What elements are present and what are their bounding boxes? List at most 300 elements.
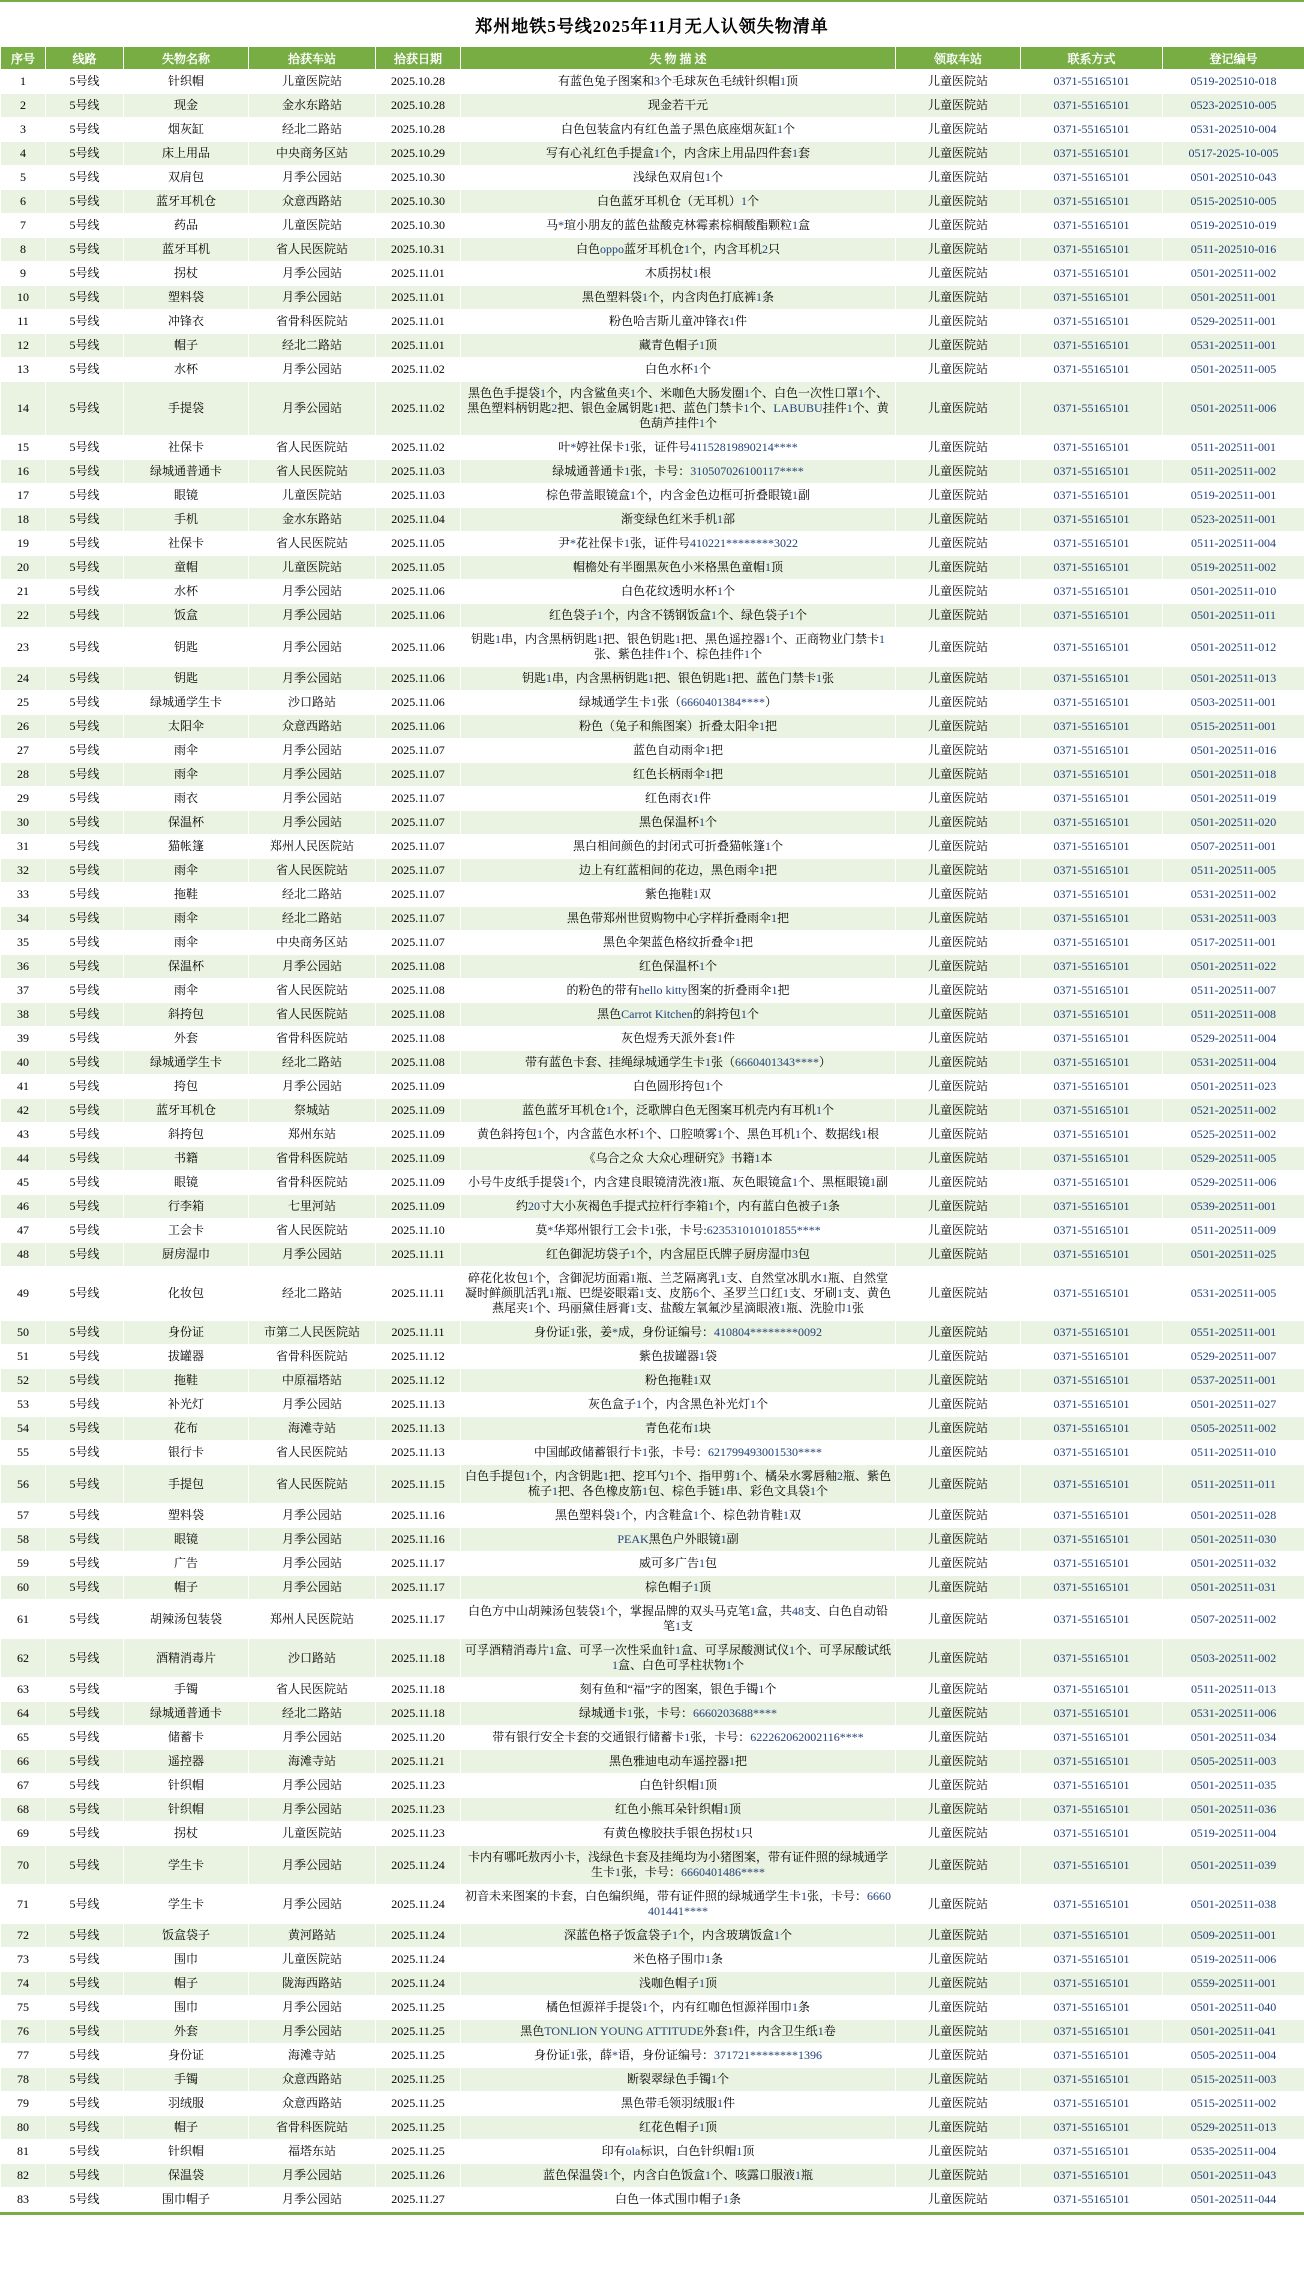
cell-phone: 0371-55165101 — [1021, 508, 1163, 532]
table-row — [1, 190, 1304, 214]
cell-reg: 0501-202511-016 — [1163, 739, 1304, 763]
cell-reg: 0503-202511-001 — [1163, 691, 1304, 715]
cell-reg: 0501-202511-002 — [1163, 262, 1304, 286]
cell-reg: 0515-202510-005 — [1163, 190, 1304, 214]
cell-reg: 0523-202511-001 — [1163, 508, 1304, 532]
table-row — [1, 2092, 1304, 2116]
cell-station: 月季公园站 — [249, 1393, 376, 1417]
cell-date: 2025.11.20 — [376, 1726, 461, 1750]
cell-phone: 0371-55165101 — [1021, 1123, 1163, 1147]
cell-no: 64 — [1, 1702, 46, 1726]
cell-station: 儿童医院站 — [249, 484, 376, 508]
cell-reg: 0501-202511-022 — [1163, 955, 1304, 979]
table-row — [1, 1639, 1304, 1678]
table-row — [1, 763, 1304, 787]
cell-line: 5号线 — [46, 715, 124, 739]
cell-desc: 叶*婷社保卡1张，证件号41152819890214**** — [461, 436, 896, 460]
cell-line: 5号线 — [46, 1798, 124, 1822]
cell-no: 47 — [1, 1219, 46, 1243]
cell-date: 2025.11.11 — [376, 1321, 461, 1345]
cell-name: 广告 — [124, 1552, 249, 1576]
table-body — [1, 70, 1304, 2212]
cell-station: 月季公园站 — [249, 1846, 376, 1885]
cell-line: 5号线 — [46, 1822, 124, 1846]
cell-desc: 粉色拖鞋1双 — [461, 1369, 896, 1393]
cell-station: 经北二路站 — [249, 1051, 376, 1075]
cell-no: 75 — [1, 1996, 46, 2020]
cell-pickup: 儿童医院站 — [896, 604, 1021, 628]
cell-reg: 0501-202511-012 — [1163, 628, 1304, 667]
cell-line: 5号线 — [46, 166, 124, 190]
cell-line: 5号线 — [46, 436, 124, 460]
cell-line: 5号线 — [46, 484, 124, 508]
cell-date: 2025.11.06 — [376, 580, 461, 604]
cell-no: 37 — [1, 979, 46, 1003]
cell-desc: 红色小熊耳朵针织帽1顶 — [461, 1798, 896, 1822]
cell-line: 5号线 — [46, 1099, 124, 1123]
cell-phone: 0371-55165101 — [1021, 190, 1163, 214]
cell-desc: 马*瑄小朋友的蓝色盐酸克林霉素棕榈酸酯颗粒1盒 — [461, 214, 896, 238]
cell-reg: 0505-202511-003 — [1163, 1750, 1304, 1774]
cell-name: 现金 — [124, 94, 249, 118]
cell-station: 省骨科医院站 — [249, 1345, 376, 1369]
cell-station: 省骨科医院站 — [249, 1147, 376, 1171]
cell-name: 绿城通普通卡 — [124, 1702, 249, 1726]
cell-station: 省人民医院站 — [249, 1219, 376, 1243]
cell-phone: 0371-55165101 — [1021, 763, 1163, 787]
cell-no: 24 — [1, 667, 46, 691]
cell-name: 羽绒服 — [124, 2092, 249, 2116]
table-row — [1, 1576, 1304, 1600]
cell-station: 郑州人民医院站 — [249, 1600, 376, 1639]
cell-station: 省骨科医院站 — [249, 310, 376, 334]
cell-name: 雨衣 — [124, 787, 249, 811]
cell-desc: 有蓝色兔子图案和3个毛球灰色毛绒针织帽1顶 — [461, 70, 896, 94]
cell-reg: 0501-202511-041 — [1163, 2020, 1304, 2044]
cell-station: 月季公园站 — [249, 286, 376, 310]
cell-name: 针织帽 — [124, 2140, 249, 2164]
cell-pickup: 儿童医院站 — [896, 2068, 1021, 2092]
cell-desc: 黑色保温杯1个 — [461, 811, 896, 835]
cell-name: 帽子 — [124, 2116, 249, 2140]
cell-station: 祭城站 — [249, 1099, 376, 1123]
cell-reg: 0511-202511-010 — [1163, 1441, 1304, 1465]
cell-pickup: 儿童医院站 — [896, 1639, 1021, 1678]
cell-pickup: 儿童医院站 — [896, 382, 1021, 436]
table-row — [1, 2044, 1304, 2068]
cell-date: 2025.11.15 — [376, 1465, 461, 1504]
table-row — [1, 1972, 1304, 1996]
cell-pickup: 儿童医院站 — [896, 1465, 1021, 1504]
cell-line: 5号线 — [46, 835, 124, 859]
table-row — [1, 907, 1304, 931]
cell-reg: 0507-202511-001 — [1163, 835, 1304, 859]
table-row — [1, 436, 1304, 460]
cell-phone: 0371-55165101 — [1021, 310, 1163, 334]
cell-no: 57 — [1, 1504, 46, 1528]
cell-reg: 0501-202511-043 — [1163, 2164, 1304, 2188]
cell-reg: 0501-202511-001 — [1163, 286, 1304, 310]
cell-no: 55 — [1, 1441, 46, 1465]
cell-station: 儿童医院站 — [249, 214, 376, 238]
cell-pickup: 儿童医院站 — [896, 667, 1021, 691]
cell-name: 蓝牙耳机仓 — [124, 190, 249, 214]
cell-pickup: 儿童医院站 — [896, 1996, 1021, 2020]
cell-reg: 0503-202511-002 — [1163, 1639, 1304, 1678]
cell-phone: 0371-55165101 — [1021, 859, 1163, 883]
table-row — [1, 1846, 1304, 1885]
cell-pickup: 儿童医院站 — [896, 715, 1021, 739]
cell-reg: 0501-202511-038 — [1163, 1885, 1304, 1924]
cell-phone: 0371-55165101 — [1021, 118, 1163, 142]
cell-pickup: 儿童医院站 — [896, 1195, 1021, 1219]
cell-line: 5号线 — [46, 2068, 124, 2092]
cell-station: 经北二路站 — [249, 334, 376, 358]
table-row — [1, 508, 1304, 532]
cell-no: 10 — [1, 286, 46, 310]
cell-line: 5号线 — [46, 1774, 124, 1798]
cell-phone: 0371-55165101 — [1021, 1774, 1163, 1798]
table-row — [1, 1345, 1304, 1369]
cell-date: 2025.11.07 — [376, 883, 461, 907]
cell-station: 月季公园站 — [249, 628, 376, 667]
cell-pickup: 儿童医院站 — [896, 1075, 1021, 1099]
cell-reg: 0501-202511-030 — [1163, 1528, 1304, 1552]
cell-desc: 黑色雅迪电动车遥控器1把 — [461, 1750, 896, 1774]
cell-station: 福塔东站 — [249, 2140, 376, 2164]
table-row — [1, 532, 1304, 556]
table-row — [1, 1099, 1304, 1123]
cell-pickup: 儿童医院站 — [896, 2140, 1021, 2164]
cell-name: 床上用品 — [124, 142, 249, 166]
cell-phone: 0371-55165101 — [1021, 2188, 1163, 2212]
cell-name: 学生卡 — [124, 1885, 249, 1924]
lost-items-table — [0, 46, 1304, 2212]
cell-line: 5号线 — [46, 1393, 124, 1417]
cell-name: 饭盒 — [124, 604, 249, 628]
cell-no: 26 — [1, 715, 46, 739]
cell-line: 5号线 — [46, 1576, 124, 1600]
cell-date: 2025.11.25 — [376, 2092, 461, 2116]
cell-station: 省人民医院站 — [249, 460, 376, 484]
cell-date: 2025.11.12 — [376, 1345, 461, 1369]
cell-station: 沙口路站 — [249, 1639, 376, 1678]
cell-line: 5号线 — [46, 1726, 124, 1750]
cell-desc: 威可多广告1包 — [461, 1552, 896, 1576]
cell-no: 29 — [1, 787, 46, 811]
cell-date: 2025.11.06 — [376, 604, 461, 628]
cell-reg: 0517-2025-10-005 — [1163, 142, 1304, 166]
cell-date: 2025.11.09 — [376, 1171, 461, 1195]
cell-desc: 橘色恒源祥手提袋1个，内有红咖色恒源祥围巾1条 — [461, 1996, 896, 2020]
cell-desc: 现金若干元 — [461, 94, 896, 118]
cell-no: 33 — [1, 883, 46, 907]
table-row — [1, 1924, 1304, 1948]
header-cell-date: 拾获日期 — [376, 47, 461, 70]
cell-line: 5号线 — [46, 1600, 124, 1639]
cell-station: 月季公园站 — [249, 1885, 376, 1924]
cell-pickup: 儿童医院站 — [896, 1321, 1021, 1345]
cell-name: 化妆包 — [124, 1267, 249, 1321]
table-row — [1, 1369, 1304, 1393]
table-row — [1, 1417, 1304, 1441]
cell-line: 5号线 — [46, 358, 124, 382]
cell-line: 5号线 — [46, 580, 124, 604]
table-row — [1, 142, 1304, 166]
cell-station: 儿童医院站 — [249, 1948, 376, 1972]
cell-desc: 碎花化妆包1个，含御泥坊面霜1瓶、兰芝隔离乳1支、自然堂冰肌水1瓶、自然堂凝时鲜颜肌活乳1瓶、巴缇姿眼霜1支、皮筋6个、圣罗兰口红1支、牙刷1支、黄色燕尾夹1个、玛丽黛佳唇膏1支、盐酸左氧氟沙星滴眼液1瓶、洗脸巾1张 — [461, 1267, 896, 1321]
cell-station: 月季公园站 — [249, 1996, 376, 2020]
table-row — [1, 2116, 1304, 2140]
cell-phone: 0371-55165101 — [1021, 1726, 1163, 1750]
cell-phone: 0371-55165101 — [1021, 436, 1163, 460]
table-row — [1, 1552, 1304, 1576]
cell-date: 2025.11.25 — [376, 2020, 461, 2044]
cell-phone: 0371-55165101 — [1021, 1219, 1163, 1243]
cell-reg: 0505-202511-002 — [1163, 1417, 1304, 1441]
cell-date: 2025.11.13 — [376, 1441, 461, 1465]
cell-pickup: 儿童医院站 — [896, 1345, 1021, 1369]
cell-name: 水杯 — [124, 580, 249, 604]
cell-no: 71 — [1, 1885, 46, 1924]
cell-date: 2025.11.03 — [376, 460, 461, 484]
table-row — [1, 1996, 1304, 2020]
cell-station: 沙口路站 — [249, 691, 376, 715]
cell-date: 2025.11.25 — [376, 2140, 461, 2164]
cell-desc: 蓝色蓝牙耳机仓1个，泛歌牌白色无图案耳机壳内有耳机1个 — [461, 1099, 896, 1123]
cell-date: 2025.11.17 — [376, 1600, 461, 1639]
cell-reg: 0511-202511-008 — [1163, 1003, 1304, 1027]
table-row — [1, 1441, 1304, 1465]
cell-date: 2025.11.13 — [376, 1417, 461, 1441]
cell-no: 17 — [1, 484, 46, 508]
cell-name: 厨房湿巾 — [124, 1243, 249, 1267]
cell-name: 围巾 — [124, 1948, 249, 1972]
cell-phone: 0371-55165101 — [1021, 1822, 1163, 1846]
cell-date: 2025.10.30 — [376, 214, 461, 238]
cell-name: 眼镜 — [124, 1528, 249, 1552]
cell-line: 5号线 — [46, 1219, 124, 1243]
cell-line: 5号线 — [46, 1147, 124, 1171]
cell-date: 2025.11.06 — [376, 628, 461, 667]
table-row — [1, 715, 1304, 739]
cell-name: 书籍 — [124, 1147, 249, 1171]
cell-pickup: 儿童医院站 — [896, 1726, 1021, 1750]
header-row — [1, 47, 1304, 70]
cell-no: 36 — [1, 955, 46, 979]
cell-date: 2025.10.30 — [376, 166, 461, 190]
cell-pickup: 儿童医院站 — [896, 166, 1021, 190]
cell-desc: 白色手提包1个，内含钥匙1把、挖耳勺1个、指甲剪1个、橘朵水雾唇釉2瓶、紫色梳子1把、各色橡皮筋1包、棕色手链1串、彩色文具袋1个 — [461, 1465, 896, 1504]
cell-reg: 0511-202511-013 — [1163, 1678, 1304, 1702]
cell-station: 月季公园站 — [249, 1726, 376, 1750]
cell-no: 8 — [1, 238, 46, 262]
cell-station: 经北二路站 — [249, 907, 376, 931]
cell-pickup: 儿童医院站 — [896, 1219, 1021, 1243]
cell-reg: 0529-202511-001 — [1163, 310, 1304, 334]
cell-pickup: 儿童医院站 — [896, 1702, 1021, 1726]
cell-desc: 黑色Carrot Kitchen的斜挎包1个 — [461, 1003, 896, 1027]
cell-desc: 写有心礼红色手提盒1个，内含床上用品四件套1套 — [461, 142, 896, 166]
cell-name: 蓝牙耳机仓 — [124, 1099, 249, 1123]
table-row — [1, 1798, 1304, 1822]
cell-desc: 白色一体式围巾帽子1条 — [461, 2188, 896, 2212]
cell-line: 5号线 — [46, 262, 124, 286]
cell-date: 2025.11.25 — [376, 2068, 461, 2092]
cell-date: 2025.11.07 — [376, 931, 461, 955]
cell-pickup: 儿童医院站 — [896, 787, 1021, 811]
cell-phone: 0371-55165101 — [1021, 715, 1163, 739]
cell-date: 2025.11.07 — [376, 811, 461, 835]
cell-pickup: 儿童医院站 — [896, 628, 1021, 667]
cell-no: 69 — [1, 1822, 46, 1846]
cell-phone: 0371-55165101 — [1021, 1075, 1163, 1099]
page-title: 郑州地铁5号线2025年11月无人认领失物清单 — [475, 16, 829, 36]
table-row — [1, 2068, 1304, 2092]
cell-line: 5号线 — [46, 238, 124, 262]
cell-no: 52 — [1, 1369, 46, 1393]
cell-name: 塑料袋 — [124, 286, 249, 310]
cell-station: 月季公园站 — [249, 2188, 376, 2212]
cell-pickup: 儿童医院站 — [896, 262, 1021, 286]
cell-name: 烟灰缸 — [124, 118, 249, 142]
cell-name: 水杯 — [124, 358, 249, 382]
table-bottom-border — [0, 2212, 1304, 2215]
cell-reg: 0501-202511-006 — [1163, 382, 1304, 436]
cell-name: 拐杖 — [124, 1822, 249, 1846]
table-row — [1, 1678, 1304, 1702]
cell-desc: 印有ola标识，白色针织帽1顶 — [461, 2140, 896, 2164]
table-row — [1, 580, 1304, 604]
cell-phone: 0371-55165101 — [1021, 907, 1163, 931]
cell-pickup: 儿童医院站 — [896, 1822, 1021, 1846]
cell-desc: 绿城通学生卡1张（6660401384****） — [461, 691, 896, 715]
cell-desc: 粉色（兔子和熊图案）折叠太阳伞1把 — [461, 715, 896, 739]
cell-line: 5号线 — [46, 1267, 124, 1321]
cell-pickup: 儿童医院站 — [896, 70, 1021, 94]
cell-pickup: 儿童医院站 — [896, 580, 1021, 604]
cell-desc: 刻有鱼和“福”字的图案，银色手镯1个 — [461, 1678, 896, 1702]
cell-phone: 0371-55165101 — [1021, 460, 1163, 484]
cell-line: 5号线 — [46, 310, 124, 334]
cell-phone: 0371-55165101 — [1021, 1750, 1163, 1774]
cell-station: 七里河站 — [249, 1195, 376, 1219]
cell-line: 5号线 — [46, 955, 124, 979]
cell-name: 蓝牙耳机 — [124, 238, 249, 262]
cell-name: 眼镜 — [124, 484, 249, 508]
table-row — [1, 883, 1304, 907]
cell-date: 2025.11.25 — [376, 2116, 461, 2140]
cell-phone: 0371-55165101 — [1021, 166, 1163, 190]
cell-station: 月季公园站 — [249, 811, 376, 835]
cell-no: 56 — [1, 1465, 46, 1504]
cell-phone: 0371-55165101 — [1021, 1345, 1163, 1369]
cell-reg: 0509-202511-001 — [1163, 1924, 1304, 1948]
cell-name: 身份证 — [124, 2044, 249, 2068]
cell-name: 雨伞 — [124, 931, 249, 955]
cell-reg: 0501-202511-020 — [1163, 811, 1304, 835]
cell-pickup: 儿童医院站 — [896, 811, 1021, 835]
cell-desc: PEAK黑色户外眼镜1副 — [461, 1528, 896, 1552]
cell-station: 众意西路站 — [249, 190, 376, 214]
cell-desc: 莫*华郑州银行工会卡1张，卡号:623531010101855**** — [461, 1219, 896, 1243]
cell-reg: 0523-202510-005 — [1163, 94, 1304, 118]
cell-no: 74 — [1, 1972, 46, 1996]
cell-date: 2025.11.02 — [376, 382, 461, 436]
cell-reg: 0531-202511-003 — [1163, 907, 1304, 931]
cell-date: 2025.11.16 — [376, 1504, 461, 1528]
cell-name: 钥匙 — [124, 628, 249, 667]
cell-station: 月季公园站 — [249, 2020, 376, 2044]
cell-pickup: 儿童医院站 — [896, 190, 1021, 214]
cell-pickup: 儿童医院站 — [896, 907, 1021, 931]
cell-date: 2025.11.10 — [376, 1219, 461, 1243]
cell-name: 雨伞 — [124, 859, 249, 883]
cell-no: 60 — [1, 1576, 46, 1600]
cell-phone: 0371-55165101 — [1021, 1051, 1163, 1075]
table-row — [1, 310, 1304, 334]
table-row — [1, 1219, 1304, 1243]
cell-line: 5号线 — [46, 1678, 124, 1702]
cell-phone: 0371-55165101 — [1021, 835, 1163, 859]
cell-name: 塑料袋 — [124, 1504, 249, 1528]
cell-phone: 0371-55165101 — [1021, 1243, 1163, 1267]
cell-no: 82 — [1, 2164, 46, 2188]
table-row — [1, 787, 1304, 811]
cell-name: 绿城通普通卡 — [124, 460, 249, 484]
cell-reg: 0559-202511-001 — [1163, 1972, 1304, 1996]
cell-name: 手提袋 — [124, 382, 249, 436]
table-row — [1, 739, 1304, 763]
cell-station: 经北二路站 — [249, 883, 376, 907]
cell-station: 省人民医院站 — [249, 1465, 376, 1504]
cell-station: 省骨科医院站 — [249, 1027, 376, 1051]
cell-desc: 黑白相间颜色的封闭式可折叠猫帐篷1个 — [461, 835, 896, 859]
cell-no: 43 — [1, 1123, 46, 1147]
cell-phone: 0371-55165101 — [1021, 556, 1163, 580]
cell-reg: 0501-202511-013 — [1163, 667, 1304, 691]
cell-line: 5号线 — [46, 1885, 124, 1924]
table-row — [1, 1003, 1304, 1027]
cell-reg: 0531-202511-006 — [1163, 1702, 1304, 1726]
cell-no: 78 — [1, 2068, 46, 2092]
cell-line: 5号线 — [46, 1948, 124, 1972]
cell-date: 2025.11.05 — [376, 556, 461, 580]
header-cell-station: 拾获车站 — [249, 47, 376, 70]
cell-line: 5号线 — [46, 907, 124, 931]
table-row — [1, 118, 1304, 142]
cell-line: 5号线 — [46, 118, 124, 142]
cell-phone: 0371-55165101 — [1021, 238, 1163, 262]
cell-phone: 0371-55165101 — [1021, 1972, 1163, 1996]
cell-phone: 0371-55165101 — [1021, 1885, 1163, 1924]
cell-no: 77 — [1, 2044, 46, 2068]
cell-pickup: 儿童医院站 — [896, 1576, 1021, 1600]
cell-date: 2025.10.28 — [376, 70, 461, 94]
cell-no: 6 — [1, 190, 46, 214]
cell-station: 金水东路站 — [249, 94, 376, 118]
cell-pickup: 儿童医院站 — [896, 2044, 1021, 2068]
cell-line: 5号线 — [46, 2020, 124, 2044]
cell-phone: 0371-55165101 — [1021, 1393, 1163, 1417]
cell-station: 海滩寺站 — [249, 2044, 376, 2068]
cell-name: 社保卡 — [124, 532, 249, 556]
cell-date: 2025.11.06 — [376, 667, 461, 691]
cell-no: 30 — [1, 811, 46, 835]
cell-name: 胡辣汤包装袋 — [124, 1600, 249, 1639]
cell-pickup: 儿童医院站 — [896, 1123, 1021, 1147]
cell-name: 挎包 — [124, 1075, 249, 1099]
